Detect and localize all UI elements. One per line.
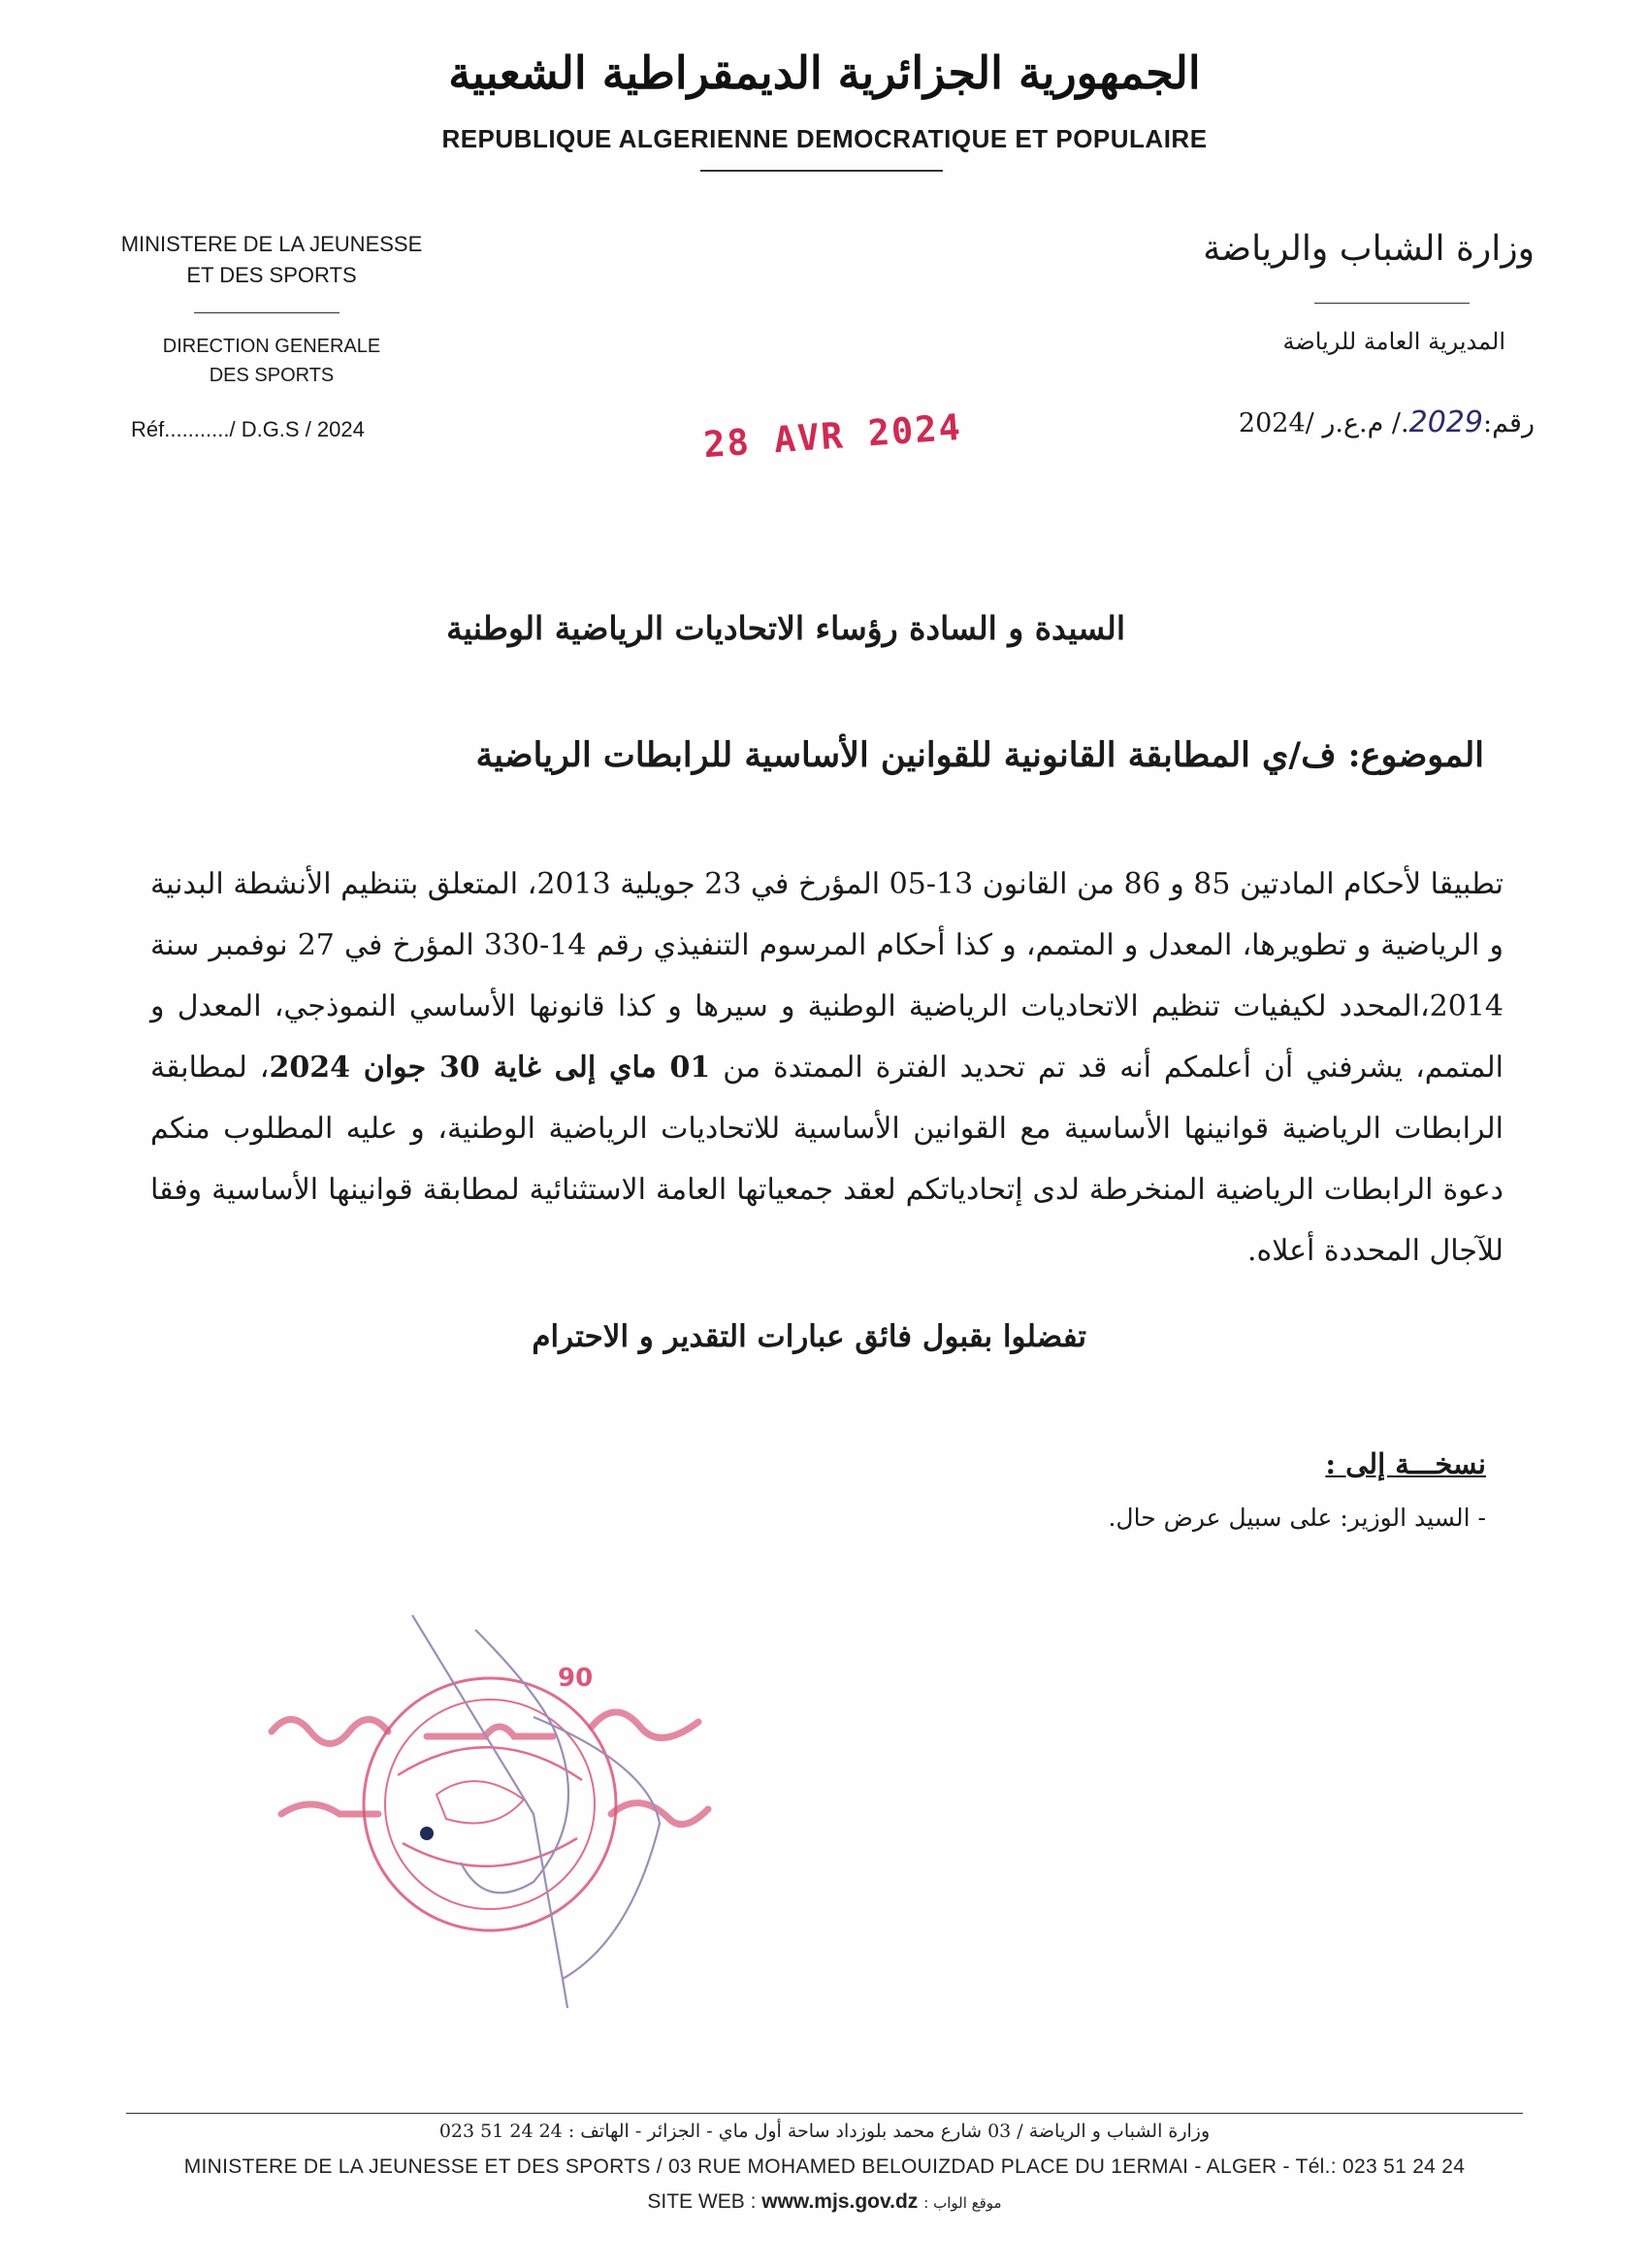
body-text-part-2: ، لمطابقة الرابطات الرياضية قوانينها الأساسية مع القوانين الأساسية للاتحاديات الرياضية الوطنية، و عليه المطلوب منكم دعوة الرابطات الرياضية المنخرطة لدى إتحادياتكم لعقد جمعياتها العامة الاستثنائية لمطابقة قوانينها الأساسية وفقا للآجال المحددة أعلاه. [150, 1051, 1504, 1268]
reference-suffix: ./ م.ع.ر /2024 [1238, 408, 1409, 438]
header-divider [700, 170, 943, 172]
body-paragraph [150, 854, 1504, 1281]
reference-french: Réf.........../ D.G.S / 2024 [131, 417, 365, 441]
ink-dot [420, 1827, 434, 1840]
official-seal-and-signature [242, 1571, 757, 2018]
reference-arabic [1239, 405, 1535, 439]
ministry-line-2: ET DES SPORTS [186, 263, 357, 287]
direction-line-1: DIRECTION GENERALE [162, 336, 381, 357]
reference-prefix: رقم: [1482, 408, 1535, 438]
footer-site-label-arabic: : موقع الواب [923, 2194, 1002, 2212]
footer-site-link[interactable]: www.mjs.gov.dz [761, 2190, 919, 2213]
republic-title-french: REPUBLIQUE ALGERIENNE DEMOCRATIQUE ET POPULAIRE [441, 124, 1208, 153]
closing-formula: تفضلوا بقبول فائق عبارات التقدير و الاحترام [532, 1319, 1086, 1354]
direction-line-2: DES SPORTS [209, 365, 335, 386]
ministry-name-french [107, 229, 436, 291]
republic-title-arabic: الجمهورية الجزائرية الديمقراطية الشعبية [448, 47, 1201, 99]
ministry-line-1: MINISTERE DE LA JEUNESSE [120, 232, 423, 256]
footer-site-label: SITE WEB : [647, 2190, 762, 2213]
footer-address-arabic: وزارة الشباب و الرياضة / 03 شارع محمد بلوزداد ساحة أول ماي - الجزائر - الهاتف : 24 24 51 023 [438, 2121, 1211, 2142]
direction-name-french [107, 332, 436, 390]
body-text-part-1: تطبيقا لأحكام المادتين 85 و 86 من القانون 13-05 المؤرخ في 23 جويلية 2013، المتعلق بتنظيم الأنشطة البدنية و الرياضية و تطويرها، المعدل و المتمم، و كذا أحكام المرسوم التنفيذي رقم 14-330 المؤرخ في 27 نوفمبر سنة 2014،المحدد لكيفيات تنظيم الاتحاديات الرياضية الوطنية و سيرها و كذا قانونها الأساسي النموذجي، المعدل و المتمم، يشرفني أن أعلمكم أنه قد تم تحديد الفترة الممتدة من [150, 867, 1504, 1085]
seal-number: 90 [558, 1664, 594, 1693]
footer-divider [126, 2113, 1523, 2114]
reference-number-handwritten: 2029 [1408, 405, 1483, 439]
ministry-divider-arabic [1314, 303, 1470, 304]
copy-to-heading: نسخـــة إلى : [1325, 1447, 1486, 1480]
seal-outer-ring [364, 1678, 616, 1930]
footer-address-french: MINISTERE DE LA JEUNESSE ET DES SPORTS / 03 RUE MOHAMED BELOUIZDAD PLACE DU 1ERMAI - ALGER - Tél.: 023 51 24 24 [183, 2155, 1466, 2178]
copy-to-item: - السيد الوزير: على سبيل عرض حال. [1108, 1504, 1486, 1532]
ministry-divider-french [194, 312, 340, 313]
seal-name-stamp [272, 1712, 708, 1825]
direction-name-arabic: المديرية العامة للرياضة [1282, 328, 1505, 355]
footer-website [0, 2190, 1649, 2214]
subject-line: الموضوع: ف/ي المطابقة القانونية للقوانين الأساسية للرابطات الرياضية [475, 735, 1484, 775]
date-stamp: 28 AVR 2024 [701, 405, 964, 467]
ministry-name-arabic: وزارة الشباب والرياضة [1203, 229, 1535, 269]
addressee: السيدة و السادة رؤساء الاتحاديات الرياضية الوطنية [446, 609, 1125, 647]
body-bold-period: 01 ماي إلى غاية 30 جوان 2024 [269, 1051, 711, 1085]
handwritten-signature-icon [412, 1615, 660, 2008]
